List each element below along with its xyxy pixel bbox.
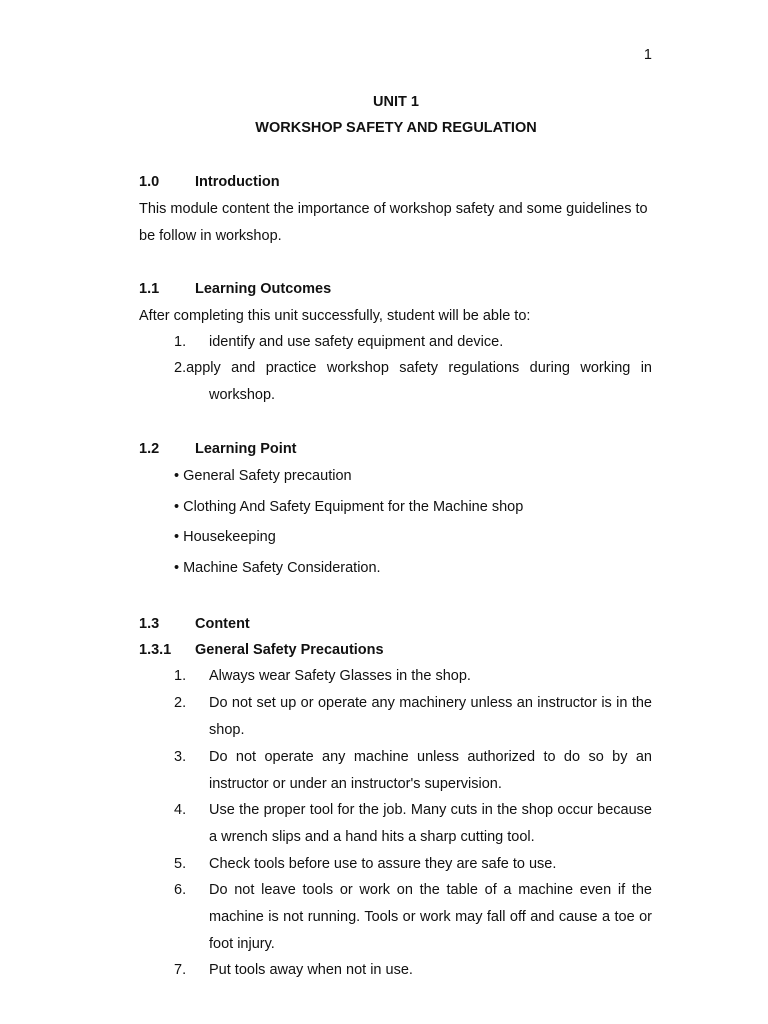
page-number: 1 — [643, 47, 652, 63]
precaution-text: Use the proper tool for the job. Many cuts in the shop occur because a wrench slips and a hand hits a sharp cutting tool. — [209, 802, 652, 845]
precaution-text: Put tools away when not in use. — [209, 962, 413, 978]
precaution-number: 2. — [174, 695, 187, 711]
section-heading-introduction — [139, 171, 280, 193]
outcome-number: 1. — [174, 334, 187, 350]
section-heading-learning-outcomes — [139, 278, 331, 300]
section-number: 1.3.1 — [139, 642, 172, 658]
section-heading-general-safety-precautions — [139, 639, 384, 661]
section-number: 1.1 — [139, 281, 160, 297]
precaution-number: 6. — [174, 882, 187, 898]
precaution-item — [174, 690, 652, 744]
section-title: Content — [195, 616, 250, 632]
learning-point-bullet: • General Safety precaution — [174, 468, 352, 484]
precaution-item — [174, 957, 652, 984]
section-number: 1.2 — [139, 441, 160, 457]
section-title: Learning Outcomes — [195, 281, 332, 297]
section-title: Learning Point — [195, 441, 297, 457]
outcome-text-continuation: workshop. — [209, 387, 276, 403]
outcome-text-first-line: 2.apply and practice workshop safety regulations during working in — [174, 360, 652, 376]
precaution-number: 3. — [174, 749, 187, 765]
precaution-item — [174, 744, 652, 798]
introduction-paragraph: This module content the importance of workshop safety and some guidelines to be follow in workshop. — [139, 201, 648, 244]
precaution-text: Do not operate any machine unless authorized to do so by an instructor or under an instructor's supervision. — [209, 749, 652, 792]
precaution-number: 4. — [174, 802, 187, 818]
unit-subtitle: WORKSHOP SAFETY AND REGULATION — [255, 120, 537, 136]
learning-outcomes-lead: After completing this unit successfully, student will be able to: — [139, 308, 531, 324]
learning-point-bullet: • Clothing And Safety Equipment for the Machine shop — [174, 499, 524, 515]
section-title: General Safety Precautions — [195, 642, 384, 658]
section-number: 1.0 — [139, 174, 160, 190]
precaution-item — [174, 851, 652, 878]
precaution-text: Check tools before use to assure they are safe to use. — [209, 856, 557, 872]
section-number: 1.3 — [139, 616, 160, 632]
precaution-item — [174, 797, 652, 851]
unit-title: UNIT 1 — [373, 94, 419, 110]
outcome-item — [174, 355, 652, 409]
precaution-text: Always wear Safety Glasses in the shop. — [209, 668, 471, 684]
precaution-text: Do not set up or operate any machinery unless an instructor is in the shop. — [209, 695, 652, 738]
section-title: Introduction — [195, 174, 280, 190]
outcome-text: identify and use safety equipment and device. — [209, 334, 504, 350]
precaution-item — [174, 663, 652, 690]
precaution-number: 5. — [174, 856, 187, 872]
precaution-text: Do not leave tools or work on the table of a machine even if the machine is not running. Tools or work may fall off and cause a toe or foot injury. — [209, 882, 652, 952]
precaution-number: 1. — [174, 668, 187, 684]
outcome-item — [174, 329, 652, 356]
learning-point-bullet: • Machine Safety Consideration. — [174, 560, 381, 576]
precaution-number: 7. — [174, 962, 187, 978]
precaution-item — [174, 877, 652, 958]
section-heading-learning-point — [139, 438, 297, 460]
learning-point-bullet: • Housekeeping — [174, 529, 276, 545]
section-heading-content — [139, 613, 250, 635]
